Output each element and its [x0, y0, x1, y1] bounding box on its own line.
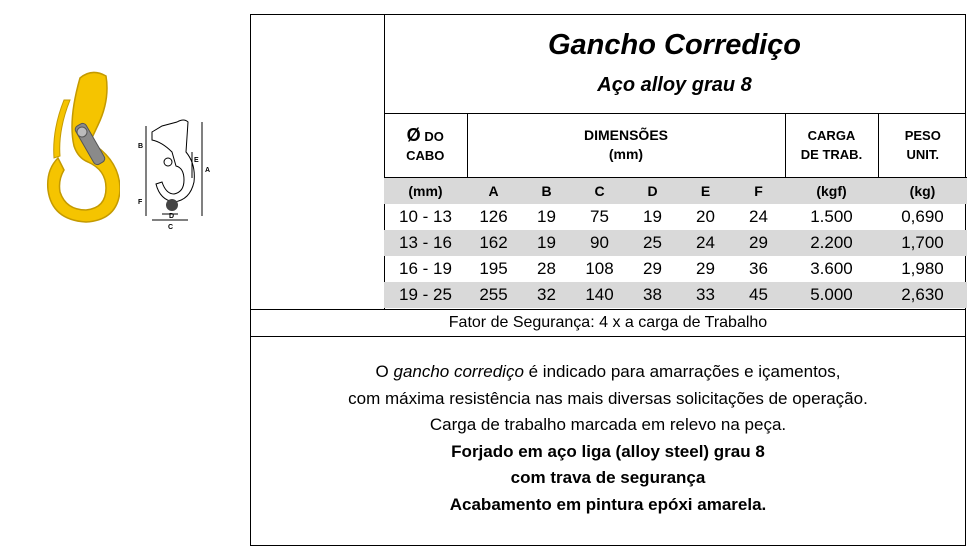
header-dim-line1: DIMENSÕES [583, 127, 668, 143]
header-cabo-line2: CABO [406, 147, 445, 163]
product-title: Gancho Corrediço [548, 29, 801, 61]
header-peso-line2: UNIT. [906, 147, 939, 162]
description-text: O [375, 362, 394, 381]
description [251, 359, 965, 518]
table-cell: 2,630 [878, 282, 967, 308]
table-cell: 75 [590, 207, 609, 226]
table-cell: 10 - 13 [399, 207, 452, 226]
table-cell: 38 [626, 282, 679, 308]
unit-cell: A [467, 178, 520, 205]
table-cell: 29 [696, 259, 715, 278]
table-cell: 1,980 [901, 259, 944, 278]
description-line-2: com máxima resistência nas mais diversas solicitações de operação. [348, 388, 868, 408]
unit-cell: (mm) [384, 178, 467, 205]
table-cell: 162 [467, 230, 520, 256]
header-carga-line2: DE TRAB. [800, 147, 863, 162]
table-cell: 24 [749, 207, 768, 226]
unit-cell: F [732, 178, 785, 205]
table-cell: 28 [537, 259, 556, 278]
table-cell: 2.200 [785, 230, 878, 256]
description-line-6: Acabamento em pintura epóxi amarela. [449, 494, 767, 514]
description-line-4: Forjado em aço liga (alloy steel) grau 8 [451, 441, 765, 461]
table-cell: 19 [537, 207, 556, 226]
header-dim-line2: (mm) [608, 146, 644, 162]
diameter-symbol: Ø [406, 124, 421, 145]
table-cell: 32 [520, 282, 573, 308]
table-cell: 255 [467, 282, 520, 308]
table-cell: 3.600 [810, 259, 853, 278]
table-cell: 140 [573, 282, 626, 308]
unit-cell: D [626, 178, 679, 205]
table-cell: 1,700 [878, 230, 967, 256]
table-row [384, 282, 967, 308]
diagram-label-a: A [205, 167, 211, 174]
table-cell: 24 [679, 230, 732, 256]
table-cell: 25 [626, 230, 679, 256]
header-carga [785, 113, 878, 178]
header-cabo-line1: DO [424, 128, 444, 144]
table-cell: 108 [585, 259, 614, 278]
unit-cell: B [520, 178, 573, 205]
header-peso [878, 113, 967, 178]
units-row [384, 178, 967, 205]
table-cell: 29 [643, 259, 662, 278]
header-peso-line1: PESO [904, 128, 941, 143]
spec-sheet [250, 14, 966, 546]
header-dimensoes [467, 113, 785, 178]
table-row [384, 256, 967, 282]
table-cell: 16 - 19 [399, 259, 452, 278]
diagram-label-f: F [138, 199, 143, 206]
table-cell: 0,690 [901, 207, 944, 226]
description-line-1 [251, 359, 965, 386]
table-cell: 33 [679, 282, 732, 308]
table-cell: 13 - 16 [384, 230, 467, 256]
table-row [384, 204, 967, 230]
unit-cell: (kgf) [785, 178, 878, 205]
safety-factor: Fator de Segurança: 4 x a carga de Trabalho [251, 309, 965, 337]
product-subtitle: Aço alloy grau 8 [597, 74, 752, 96]
header-carga-line1: CARGA [807, 128, 856, 143]
spec-table [384, 113, 967, 308]
table-cell: 5.000 [785, 282, 878, 308]
unit-cell: E [679, 178, 732, 205]
yellow-hook-icon [40, 70, 120, 230]
diagram-label-b: B [138, 143, 144, 150]
description-line-5: com trava de segurança [510, 468, 706, 487]
table-cell: 195 [479, 259, 508, 278]
diagram-label-c: C [168, 224, 174, 231]
table-cell: 90 [573, 230, 626, 256]
table-cell: 29 [732, 230, 785, 256]
description-italic-term: gancho corrediço [393, 362, 524, 381]
table-cell: 45 [732, 282, 785, 308]
table-cell: 126 [479, 207, 508, 226]
unit-cell: C [573, 178, 626, 205]
diagram-label-e: E [194, 157, 199, 164]
unit-cell: (kg) [878, 178, 967, 205]
description-line-3: Carga de trabalho marcada em relevo na peça. [429, 415, 787, 434]
diagram-label-d: D [169, 213, 175, 220]
table-cell: 20 [696, 207, 715, 226]
description-text: é indicado para amarrações e içamentos, [523, 362, 841, 381]
table-cell: 19 - 25 [384, 282, 467, 308]
header-box [384, 15, 965, 114]
hook-dimension-diagram-icon [132, 112, 212, 232]
header-row [384, 113, 967, 178]
table-cell: 19 [520, 230, 573, 256]
table-row [384, 230, 967, 256]
table-cell: 1.500 [810, 207, 853, 226]
table-cell: 36 [749, 259, 768, 278]
header-cabo [384, 113, 467, 178]
table-cell: 19 [643, 207, 662, 226]
left-empty-cell [251, 15, 385, 309]
